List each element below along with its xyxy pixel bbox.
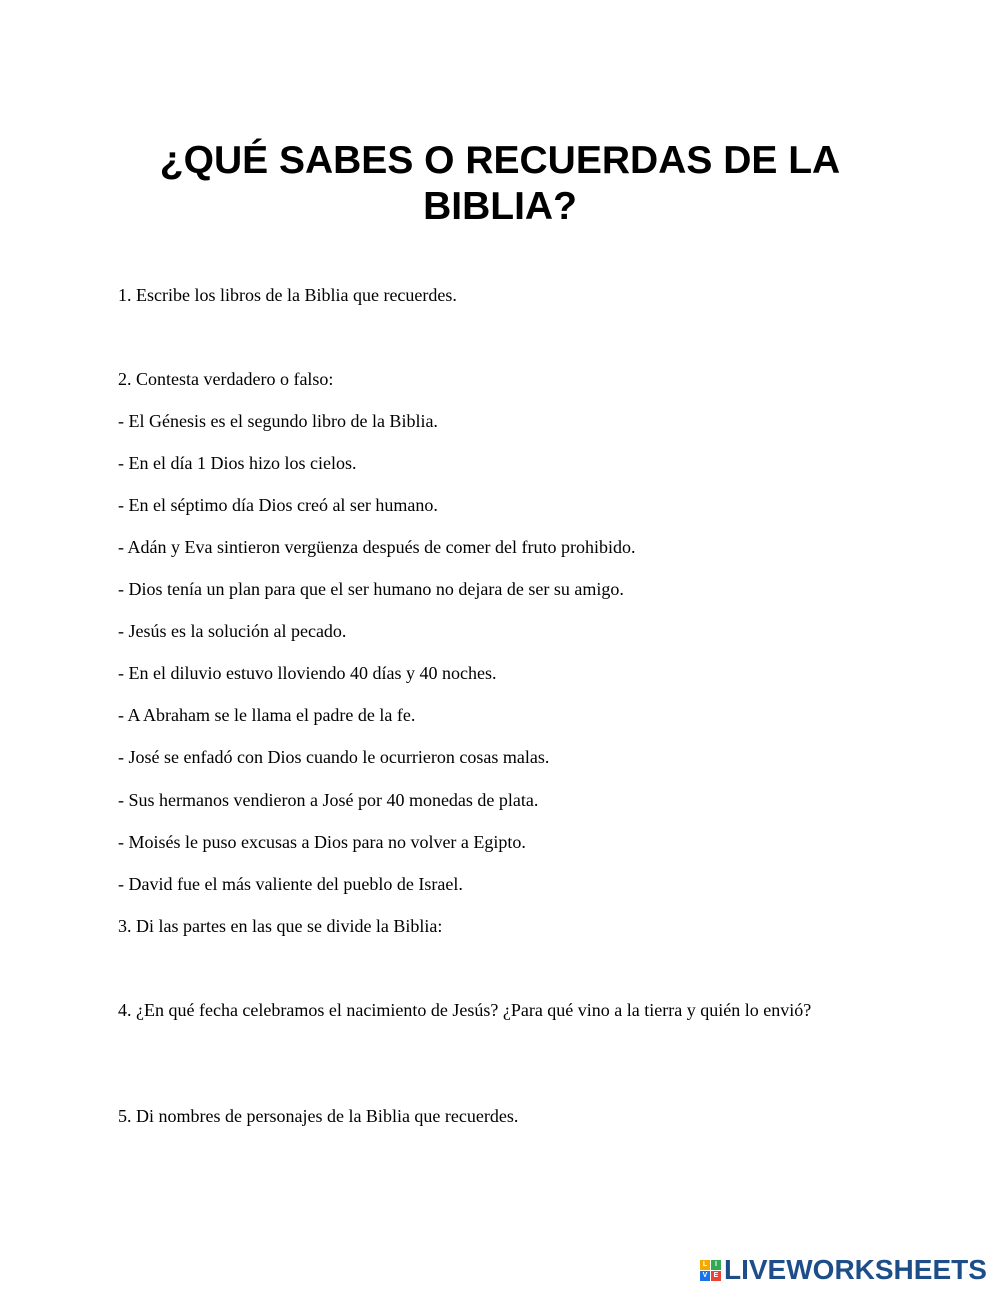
statement-item: - A Abraham se le llama el padre de la fe. (118, 705, 416, 725)
logo-badge-letter: L (700, 1260, 710, 1270)
title-line-1: ¿QUÉ SABES O RECUERDAS DE LA (159, 139, 841, 182)
liveworksheets-logo (700, 1253, 987, 1287)
statement-item: - David fue el más valiente del pueblo de Israel. (118, 874, 463, 894)
logo-badge-icon (700, 1260, 721, 1281)
logo-badge-letter: V (700, 1271, 710, 1281)
statement-item: - El Génesis es el segundo libro de la Biblia. (118, 411, 438, 431)
statement-item: - Dios tenía un plan para que el ser humano no dejara de ser su amigo. (118, 579, 624, 599)
question-3: 3. Di las partes en las que se divide la Biblia: (118, 916, 443, 936)
question-4: 4. ¿En qué fecha celebramos el nacimiento de Jesús? ¿Para qué vino a la tierra y quién lo envió? (118, 1000, 812, 1020)
statement-item: - En el día 1 Dios hizo los cielos. (118, 453, 357, 473)
statement-item: - Jesús es la solución al pecado. (118, 621, 347, 641)
question-2: 2. Contesta verdadero o falso: (118, 369, 334, 389)
statement-item: - En el diluvio estuvo lloviendo 40 días y 40 noches. (118, 663, 497, 683)
question-5: 5. Di nombres de personajes de la Biblia que recuerdes. (118, 1106, 519, 1126)
logo-text: LIVEWORKSHEETS (724, 1254, 987, 1285)
statement-item: - Moisés le puso excusas a Dios para no volver a Egipto. (118, 832, 526, 852)
page-title (100, 138, 900, 230)
logo-badge-letter: E (711, 1271, 721, 1281)
statement-item: - José se enfadó con Dios cuando le ocurrieron cosas malas. (118, 747, 550, 767)
question-1: 1. Escribe los libros de la Biblia que recuerdes. (118, 285, 457, 305)
statement-item: - Sus hermanos vendieron a José por 40 monedas de plata. (118, 790, 539, 810)
logo-badge-letter: I (711, 1260, 721, 1270)
title-line-2: BIBLIA? (423, 185, 577, 228)
statement-item: - En el séptimo día Dios creó al ser humano. (118, 495, 438, 515)
statement-item: - Adán y Eva sintieron vergüenza después de comer del fruto prohibido. (118, 537, 636, 557)
